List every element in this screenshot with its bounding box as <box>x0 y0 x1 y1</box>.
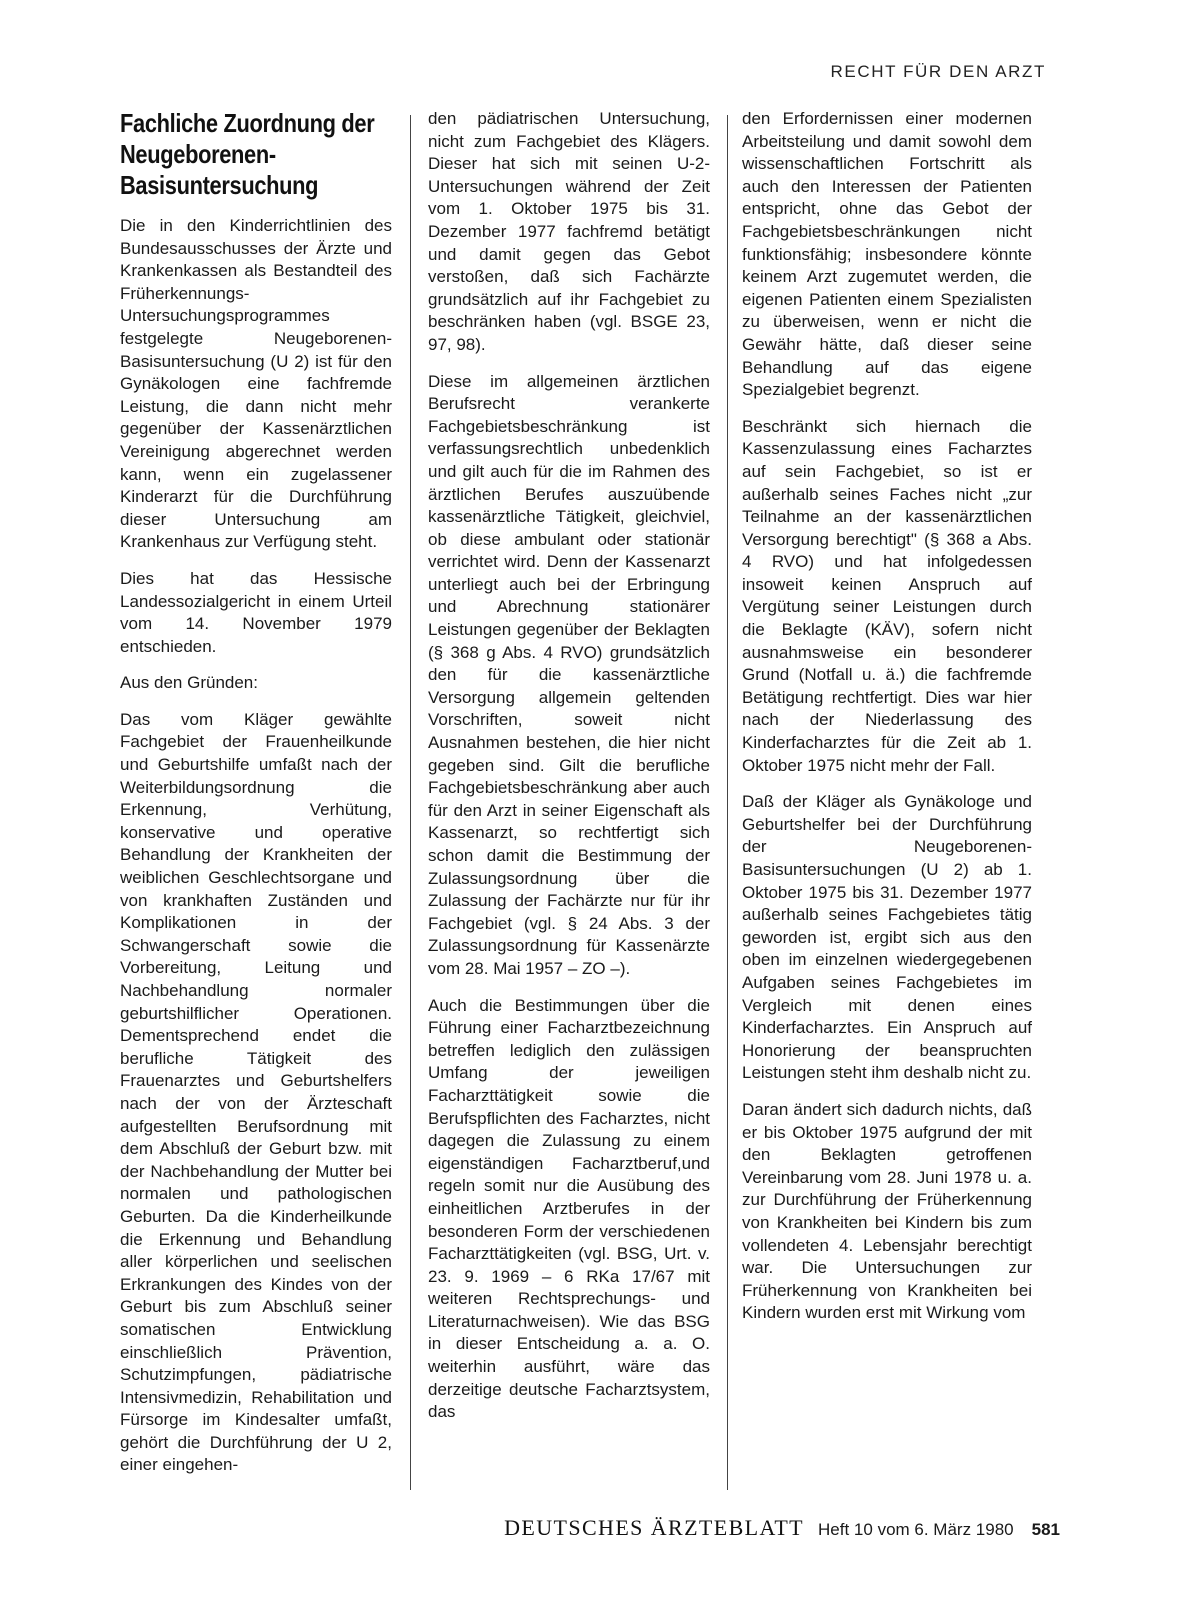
paragraph: Aus den Gründen: <box>120 673 258 693</box>
paragraph: Daran ändert sich dadurch nichts, daß er bis Oktober 1975 aufgrund der mit den Beklagten getroffenen Vereinbarung vom 28. Juni 1978 u. a. zur Durchführung der Früherkennung von Krankheiten bei Kindern bis zum vollendeten 4. Lebensjahr berechtigt war. Die Untersuchungen zur Früherkennung von Krankheiten bei Kindern wurden erst mit Wirkung vom <box>742 1099 1032 1323</box>
issue-info: Heft 10 vom 6. März 1980 <box>818 1520 1014 1539</box>
paragraph: Auch die Bestimmungen über die Führung einer Facharztbezeichnung betreffen lediglich den zulässigen Umfang der jeweiligen Facharzttätigkeit sowie die Berufspflichten des Facharztes, nicht dagegen die Zulassung zu einem eigenständigen Facharztberuf,und regeln somit nur die Ausübung des einheitlichen Arztberufes in der besonderen Form der verschiedenen Facharzttätigkeiten (vgl. BSG, Urt. v. 23. 9. 1969 – 6 RKa 17/67 mit weiteren Rechtsprechungs- und Literaturnachweisen). Wie das BSG in dieser Entscheidung a. a. O. weiterhin ausführt, wäre das derzeitige deutsche Facharztsystem, das <box>428 995 710 1422</box>
paragraph: Daß der Kläger als Gynäkologe und Geburtshelfer bei der Durchführung der Neugeborenen-Basisuntersuchungen (U 2) ab 1. Oktober 1975 bis 31. Dezember 1977 außerhalb seines Fachgebietes tätig geworden ist, ergibt sich aus den oben im einzelnen wiedergegebenen Aufgaben seines Fachgebietes im Vergleich mit denen eines Kinderfacharztes. Ein Anspruch auf Honorierung der beanspruchten Leistungen steht ihm deshalb nicht zu. <box>742 792 1032 1083</box>
paragraph: Beschränkt sich hiernach die Kassenzulassung eines Facharztes auf sein Fachgebiet, so ist er außerhalb seines Faches nicht „zur Teilnahme an der kassenärztlichen Versorgung berechtigt" (§ 368 a Abs. 4 RVO) und hat infolgedessen insoweit keinen Anspruch auf Vergütung seiner Leistungen durch die Beklagte (KÄV), sofern nicht ausnahmsweise ein besonderer Grund (Notfall u. ä.) die fachfremde Betätigung rechtfertigt. Dies war hier nach der Niederlassung des Kinderfacharztes für die Zeit ab 1. Oktober 1975 nicht mehr der Fall. <box>742 416 1032 775</box>
paragraph: den Erfordernissen einer modernen Arbeitsteilung und damit sowohl dem wissenschaftlichen Fortschritt als auch den Interessen der Patienten entspricht, ohne das Gebot der Fachgebietsbeschränkungen nicht funktionsfähig; insbesondere könnte keinem Arzt zugemutet werden, die eigenen Patienten einem Spezialisten zu überweisen, wenn er nicht die Gewähr hätte, daß dieser seine Behandlung auf das eigene Spezialgebiet begrenzt. <box>742 109 1032 400</box>
page-footer <box>460 1515 1060 1541</box>
section-header: RECHT FÜR DEN ARZT <box>830 62 1046 81</box>
column-divider <box>410 115 411 1490</box>
column-3 <box>742 108 1032 1339</box>
journal-name: DEUTSCHES ÄRZTEBLATT <box>504 1515 805 1540</box>
paragraph: Das vom Kläger gewählte Fachgebiet der Frauenheilkunde und Geburtshilfe umfaßt nach der Weiterbildungsordnung die Erkennung, Verhütung, konservative und operative Behandlung der Krankheiten der weiblichen Geschlechtsorgane und von krankhaften Zuständen und Komplikationen in der Schwangerschaft sowie die Vorbereitung, Leitung und Nachbehandlung normaler geburtshilflicher Operationen. Dementsprechend endet die berufliche Tätigkeit des Frauenarztes und Geburtshelfers nach der von der Ärzteschaft aufgestellten Berufsordnung mit dem Abschluß der Geburt bzw. mit der Nachbehandlung der Mutter bei normalen und pathologischen Geburten. Da die Kinderheilkunde die Erkennung und Behandlung aller körperlichen und seelischen Erkrankungen des Kindes von der Geburt bis zum Abschluß seiner somatischen Entwicklung einschließlich Prävention, Schutzimpfungen, pädiatrische Intensivmedizin, Rehabilitation und Fürsorge im Kindesalter umfaßt, gehört die Durchführung der U 2, einer eingehen- <box>120 709 392 1475</box>
paragraph: Dies hat das Hessische Landessozialgericht in einem Urteil vom 14. November 1979 entschieden. <box>120 568 392 656</box>
column-2 <box>428 108 710 1438</box>
column-1 <box>120 108 392 1491</box>
article-title: Fachliche Zuordnung der Neugeborenen-Basisuntersuchung <box>120 108 375 200</box>
column-divider <box>727 115 728 1490</box>
paragraph: Diese im allgemeinen ärztlichen Berufsrecht verankerte Fachgebietsbeschränkung ist verfassungsrechtlich unbedenklich und gilt auch für die im Rahmen des ärztlichen Berufes auszuübende kassenärztliche Tätigkeit, gleichviel, ob diese ambulant oder stationär verrichtet wird. Denn der Kassenarzt unterliegt auch bei der Erbringung und Abrechnung stationärer Leistungen gegenüber der Beklagten (§ 368 g Abs. 4 RVO) grundsätzlich den für die kassenärztliche Versorgung allgemein geltenden Vorschriften, soweit nicht Ausnahmen bestehen, die hier nicht gegeben sind. Gilt die berufliche Fachgebietsbeschränkung aber auch für den Arzt in seiner Eigenschaft als Kassenarzt, so rechtfertigt sich schon damit die Bestimmung der Zulassungsordnung über die Zulassung der Fachärzte nur für ihr Fachgebiet (vgl. § 24 Abs. 3 der Zulassungsordnung für Kassenärzte vom 28. Mai 1957 – ZO –). <box>428 371 710 978</box>
paragraph: den pädiatrischen Untersuchung, nicht zum Fachgebiet des Klägers. Dieser hat sich mit seinen U-2-Untersuchungen während der Zeit vom 1. Oktober 1975 bis 31. Dezember 1977 fachfremd betätigt und damit gegen das Gebot verstoßen, daß sich Fachärzte grundsätzlich auf ihr Fachgebiet zu beschränken haben (vgl. BSGE 23, 97, 98). <box>428 109 710 354</box>
paragraph: Die in den Kinderrichtlinien des Bundesausschusses der Ärzte und Krankenkassen als Bestandteil des Früherkennungs-Untersuchungsprogrammes festgelegte Neugeborenen-Basisuntersuchung (U 2) ist für den Gynäkologen eine fachfremde Leistung, die dann nicht mehr gegenüber der Kassenärztlichen Vereinigung abgerechnet werden kann, wenn ein zugelassener Kinderarzt für die Durchführung dieser Untersuchung am Krankenhaus zur Verfügung steht. <box>120 216 392 552</box>
page-number: 581 <box>1031 1520 1060 1539</box>
